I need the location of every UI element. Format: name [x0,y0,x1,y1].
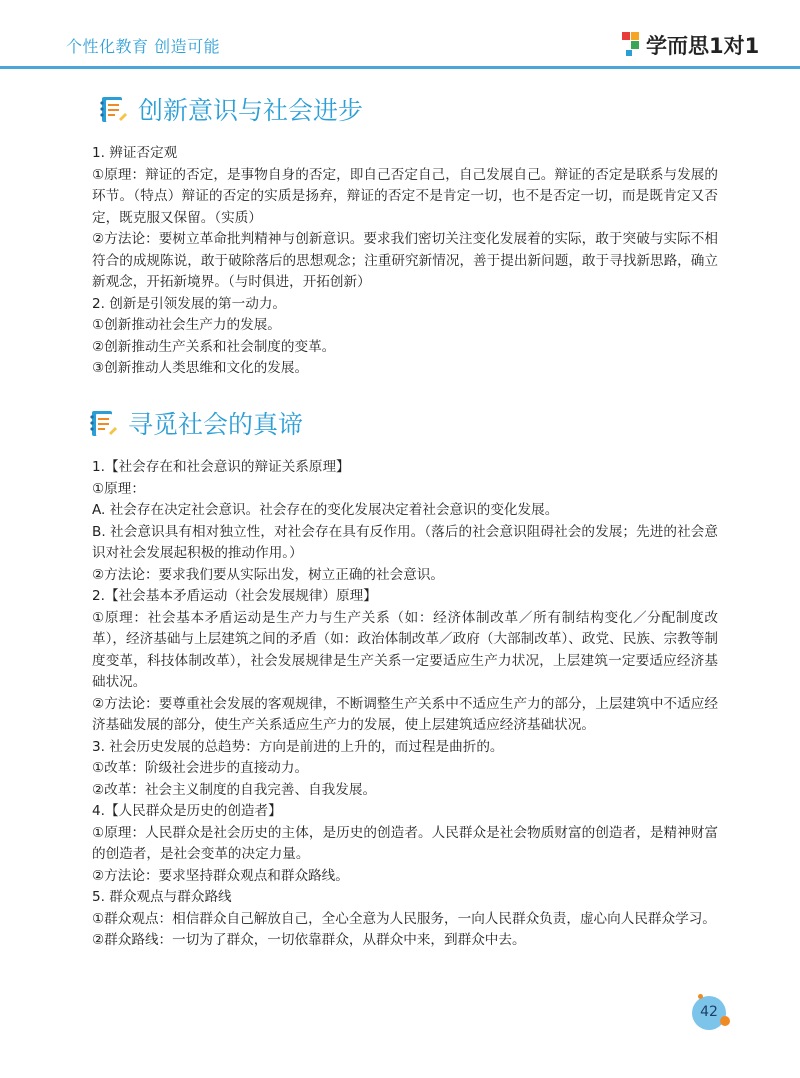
body-line: 2. 创新是引领发展的第一动力。 [92,295,287,312]
body-line: 5. 群众观点与群众路线 [92,889,232,905]
notebook-icon [98,95,128,125]
body-line: ②群众路线：一切为了群众，一切依靠群众，从群众中来，到群众中去。 [92,932,526,948]
section-body-innovation [92,143,718,380]
body-line: ①群众观点：相信群众自己解放自己，全心全意为人民服务，一向人民群众负责，虚心向人民群众学习。 [92,910,716,927]
notebook-icon [88,409,118,439]
header-divider [0,66,800,69]
page-number: 42 [700,1004,718,1020]
body-line: ②改革：社会主义制度的自我完善、自我发展。 [92,781,377,798]
body-line: ①原理： [92,480,145,497]
body-line: ②创新推动生产关系和社会制度的变革。 [92,338,336,355]
body-line: ②方法论：要树立革命批判精神与创新意识。要求我们密切关注变化发展着的实际，敢于突破与实际不相符合的成规陈说，敢于破除落后的思想观念；注重研究新情况，善于提出新问题，敢于寻找新思路，确立新观念，开拓新境界。（与时俱进，开拓创新） [92,231,718,290]
body-line: 1. 辨证否定观 [92,145,178,161]
body-line: ①原理：人民群众是社会历史的主体，是历史的创造者。人民群众是社会物质财富的创造者，是精神财富的创造者，是社会变革的决定力量。 [92,824,718,862]
body-line: ②方法论：要求我们要从实际出发，树立正确的社会意识。 [92,566,445,583]
header-slogan: 个性化教育 创造可能 [66,37,221,56]
body-line: 4.【人民群众是历史的创造者】 [92,803,282,819]
decor-dot [698,994,703,999]
page-header [0,0,800,68]
body-line: ①原理：社会基本矛盾运动是生产力与生产关系（如：经济体制改革／所有制结构变化／分配制度改革），经济基础与上层建筑之间的矛盾（如：政治体制改革／政府（大部制改革）、政党、民族、宗教等制度变革，科技体制改革），社会发展规律是生产关系一定要适应生产力状况，上层建筑一定要适应经济基础状况。 [92,609,718,690]
page-number-badge [692,996,736,1032]
body-line: ②方法论：要尊重社会发展的客观规律，不断调整生产关系中不适应生产力的部分，上层建筑中不适应经济基础发展的部分，使生产关系适应生产力的发展，使上层建筑适应经济基础状况。 [92,695,718,733]
section-heading: 创新意识与社会进步 [138,96,364,125]
body-line: ①创新推动社会生产力的发展。 [92,317,281,333]
body-line: B. 社会意识具有相对独立性，对社会存在具有反作用。（落后的社会意识阻碍社会的发展；先进的社会意识对社会发展起积极的推动作用。） [92,523,718,561]
section-heading: 寻觅社会的真谛 [128,410,304,439]
body-line: ①改革：阶级社会进步的直接动力。 [92,760,309,776]
section-body-society [92,457,718,952]
body-line: ①原理：辩证的否定，是事物自身的否定，即自己否定自己，自己发展自己。辩证的否定是联系与发展的环节。（特点）辩证的否定的实质是扬弃，辩证的否定不是肯定一切，也不是否定一切，而是既肯定又否定，既克服又保留。（实质） [92,166,718,226]
body-line: 2.【社会基本矛盾运动（社会发展规律）原理】 [92,588,377,604]
brand-logo-icon [620,30,642,58]
body-line: A. 社会存在决定社会意识。社会存在的变化发展决定着社会意识的变化发展。 [92,502,559,518]
body-line: 3. 社会历史发展的总趋势：方向是前进的上升的，而过程是曲折的。 [92,738,504,755]
brand-name: 学而思1对1 [646,34,760,58]
body-line: ②方法论：要求坚持群众观点和群众路线。 [92,867,349,884]
body-line: ③创新推动人类思维和文化的发展。 [92,360,309,376]
body-line: 1.【社会存在和社会意识的辩证关系原理】 [92,459,350,475]
